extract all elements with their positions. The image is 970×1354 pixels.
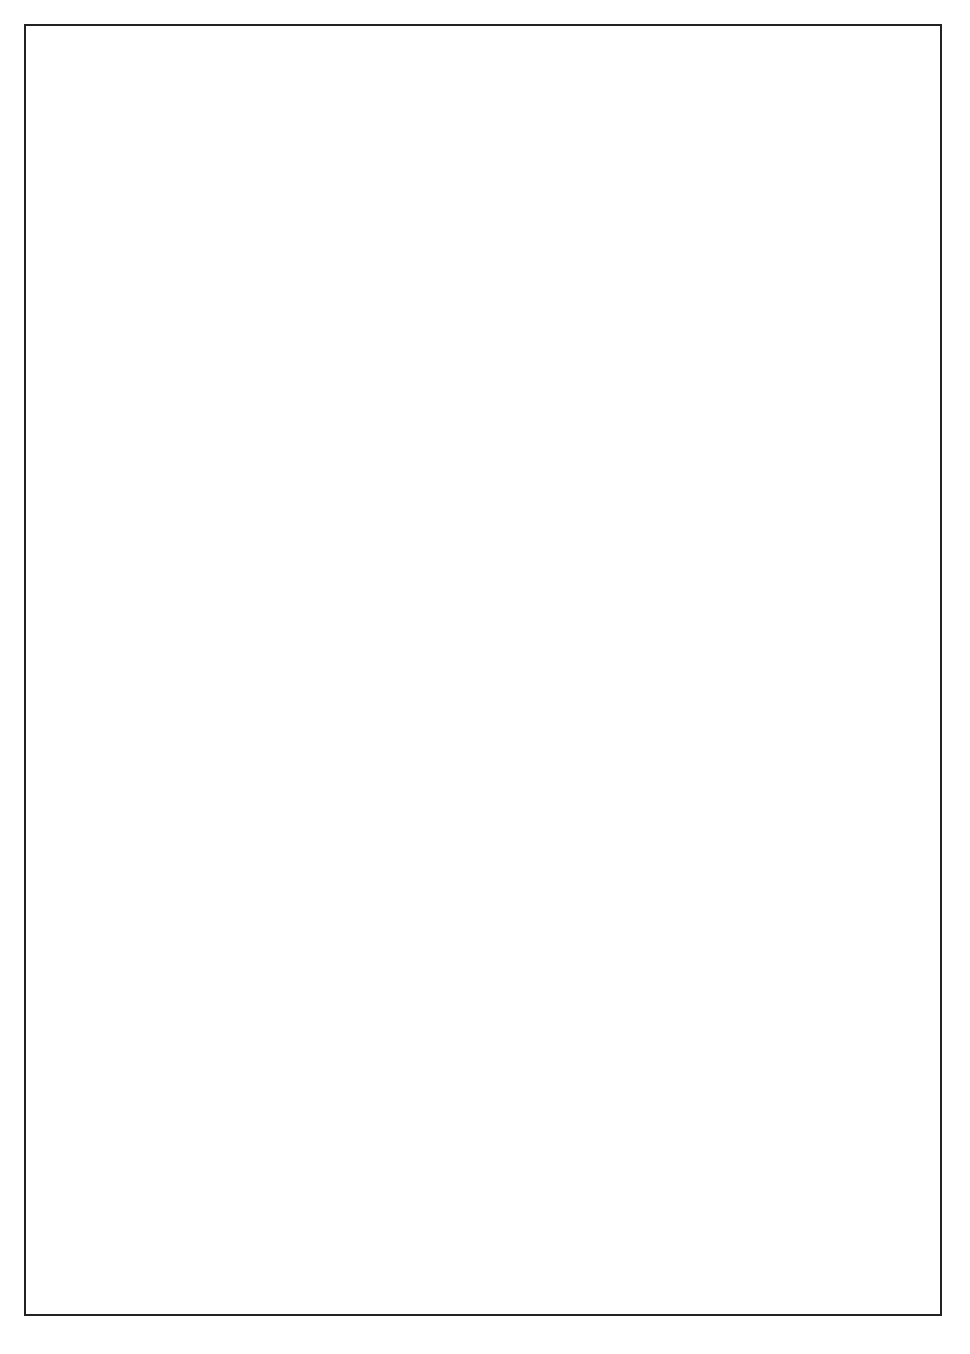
calligraphy-comparison-table: [24, 24, 942, 1316]
